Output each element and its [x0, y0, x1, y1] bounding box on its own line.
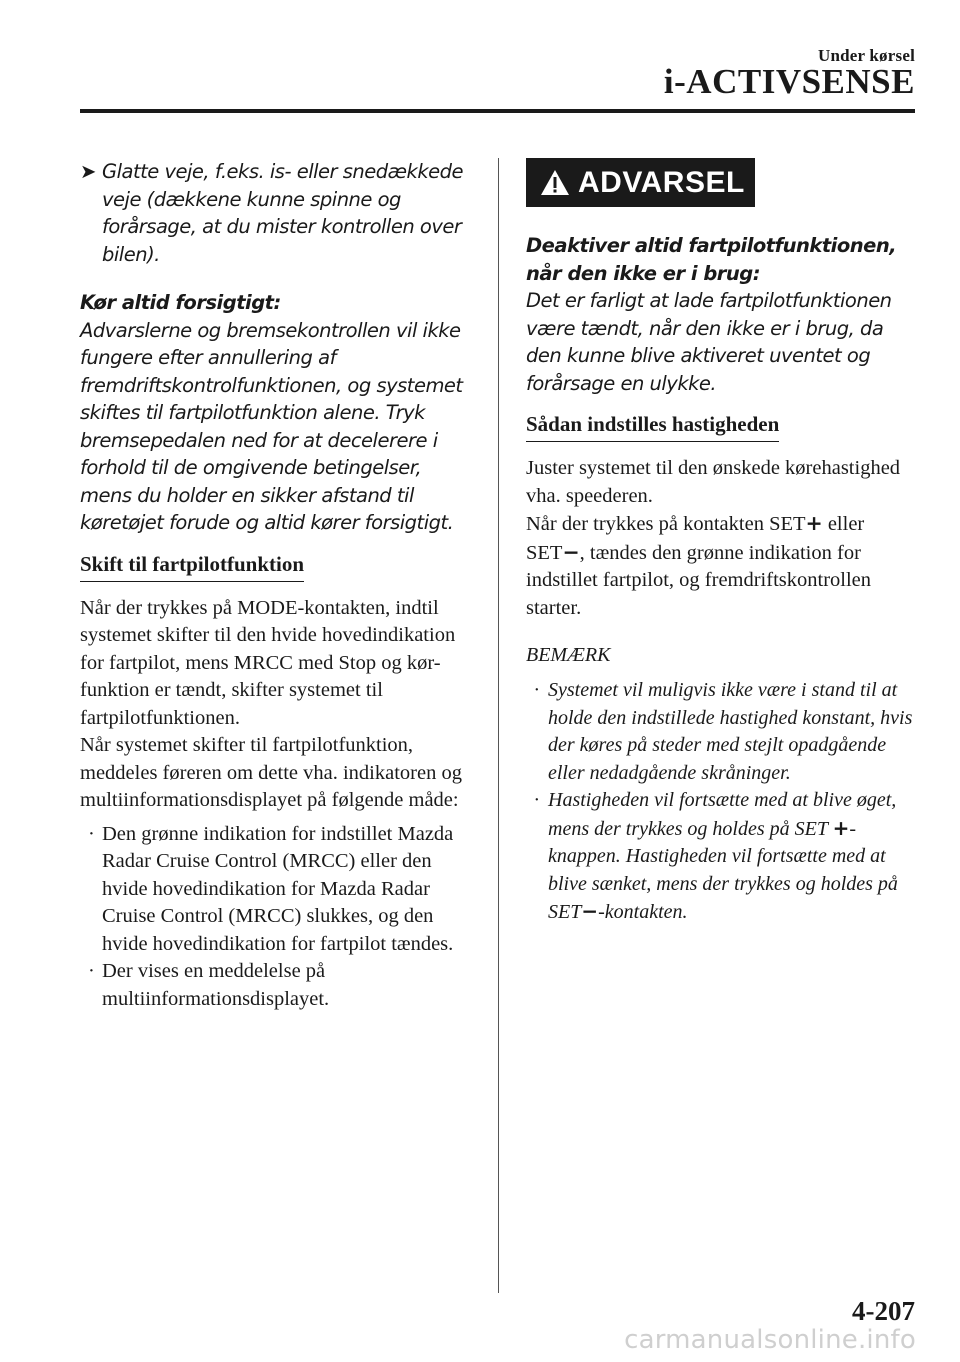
- text-run: -knappen. Hastigheden vil fortsætte med at blive sænket, mens der trykkes og holdes på SET: [548, 817, 898, 923]
- warning-body: Det er farligt at lade fartpilotfunktionen være tændt, når den ikke er i brug, da den kunne blive aktiveret uventet og forårsage en ulykke.: [526, 289, 892, 395]
- column-divider: [498, 158, 499, 1293]
- text-run: eller SET: [526, 513, 865, 564]
- bullet-dot-icon: ·: [534, 679, 539, 701]
- minus-icon: −: [581, 899, 599, 923]
- caution-body: Advarslerne og bremsekontrollen vil ikke fungere efter annullering af fremdriftskontrolfunktionen, og systemet skiftes til fartpilotfunktion alene. Tryk bremsepedalen ned for at decelerere i forhold til de omgivende betingelser, mens du holder en sikker afstand til køretøjet forude og altid kører forsigtigt.: [80, 318, 463, 534]
- plus-icon: +: [832, 815, 850, 840]
- note-title: BEMÆRK: [526, 644, 611, 666]
- arrow-list-item: [80, 158, 472, 268]
- text-run: Hastigheden vil fortsætte med at blive øget, mens der trykkes og holdes på SET: [548, 789, 897, 840]
- paragraph: [526, 510, 918, 622]
- list-item-text: Der vises en meddelelse på multiinformationsdisplayet.: [102, 960, 330, 1010]
- header-rule: [80, 109, 915, 113]
- warning-label: ADVARSEL: [578, 165, 745, 199]
- arrow-marker-icon: ➤: [80, 160, 96, 183]
- arrow-item-text: Glatte veje, f.eks. is- eller snedækkede veje (dækkene kunne spinne og forårsage, at du mister kontrollen over bilen).: [102, 160, 463, 266]
- text-run: , tændes den grønne indikation for indstillet fartpilot, og fremdriftskontrollen starter.: [526, 541, 872, 619]
- caution-lead: Kør altid forsigtigt:: [80, 291, 281, 314]
- warning-block: [526, 232, 918, 397]
- page-number: 4-207: [852, 1296, 915, 1326]
- list-item: [80, 958, 472, 1013]
- section-heading-set-speed: Sådan indstilles hastigheden: [526, 411, 779, 442]
- text-run: -kontakten.: [598, 901, 688, 923]
- paragraph: Juster systemet til den ønskede kørehastighed vha. speederen.: [526, 457, 901, 507]
- bullet-dot-icon: ·: [88, 960, 95, 982]
- section-heading-cruise-mode: Skift til fartpilotfunktion: [80, 551, 304, 582]
- plus-icon: +: [805, 511, 823, 535]
- warning-banner: [526, 158, 755, 207]
- right-column: [526, 158, 918, 927]
- chapter-title: i-ACTIVSENSE: [663, 62, 915, 101]
- warning-triangle-icon: [540, 169, 570, 196]
- text-run: Når der trykkes på kontakten SET: [526, 513, 806, 535]
- list-item-text: Den grønne indikation for indstillet Mazda Radar Cruise Control (MRCC) eller den hvide hovedindikation for Mazda Radar Cruise Control (MRCC) slukkes, og den hvide hovedindikation for fartpilot tændes.: [102, 822, 454, 955]
- list-item: [526, 677, 918, 787]
- list-item: [80, 821, 472, 959]
- section-title: Under kørsel: [817, 46, 915, 65]
- warning-lead: Deaktiver altid fartpilotfunktionen, når den ikke er i brug:: [526, 234, 897, 285]
- paragraph: Når systemet skifter til fartpilotfunktion, meddeles føreren om dette vha. indikatoren og multiinformationsdisplayet på følgende måde:: [80, 734, 462, 811]
- paragraph: Når der trykkes på MODE-kontakten, indtil systemet skifter til den hvide hovedindikation for fartpilot, mens MRCC med Stop og kør-funktion er tændt, skifter systemet til fartpilotfunktionen.: [80, 596, 456, 729]
- list-item-text: Systemet vil muligvis ikke være i stand til at holde den indstillede hastighed konstant, hvis der køres på steder med stejlt opadgående eller nedadgående skråninger.: [548, 679, 913, 784]
- watermark: carmanualsonline.info: [624, 1325, 916, 1355]
- list-item: [526, 787, 918, 927]
- note-list: [526, 677, 918, 927]
- bullet-list: [80, 821, 472, 1014]
- bullet-dot-icon: ·: [534, 789, 539, 811]
- minus-icon: −: [562, 539, 580, 564]
- bullet-dot-icon: ·: [88, 822, 95, 845]
- left-column: [80, 158, 472, 1013]
- caution-block: [80, 289, 472, 537]
